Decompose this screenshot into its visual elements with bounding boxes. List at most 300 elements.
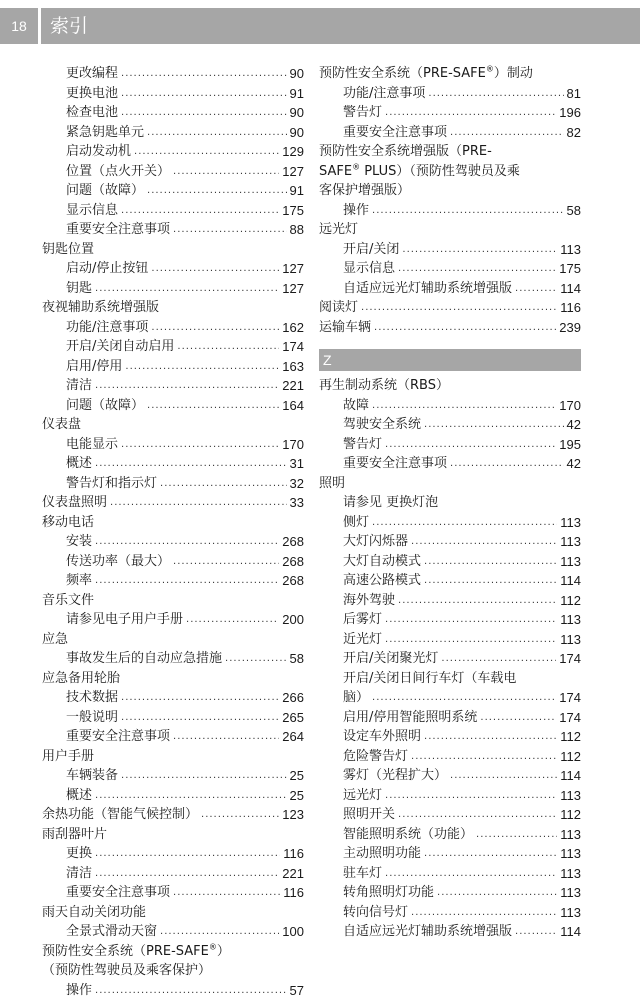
index-entry-label: 启用/停用 xyxy=(66,357,122,377)
index-page-number: 25 xyxy=(290,766,304,786)
dot-leader xyxy=(441,649,556,669)
index-entry-label: 照明开关 xyxy=(343,805,395,825)
index-entry[interactable] xyxy=(319,825,581,845)
dot-leader xyxy=(515,279,557,299)
dot-leader xyxy=(385,786,557,806)
index-entry[interactable] xyxy=(42,766,304,786)
index-entry-label: 运输车辆 xyxy=(319,318,371,338)
index-entry-label: 概述 xyxy=(66,454,92,474)
dot-leader xyxy=(160,474,287,494)
index-column-left xyxy=(42,64,304,1000)
dot-leader xyxy=(121,201,279,221)
dot-leader xyxy=(160,922,279,942)
index-entry-label: 重要安全注意事项 xyxy=(66,220,170,240)
index-entry-label: 海外驾驶 xyxy=(343,591,395,611)
index-page-number: 82 xyxy=(567,123,581,143)
index-page-number: 113 xyxy=(560,844,581,864)
page-title: 索引 xyxy=(50,8,88,44)
dot-leader xyxy=(147,123,287,143)
dot-leader xyxy=(428,84,563,104)
index-entry-label: 转角照明灯功能 xyxy=(343,883,434,903)
index-entry-label: 重要安全注意事项 xyxy=(66,727,170,747)
dot-leader xyxy=(374,318,556,338)
dot-leader xyxy=(173,552,279,572)
index-entry[interactable] xyxy=(319,259,581,279)
dot-leader xyxy=(95,376,279,396)
index-entry-label: 后雾灯 xyxy=(343,610,382,630)
index-entry[interactable] xyxy=(319,786,581,806)
index-heading: 音乐文件 xyxy=(42,591,304,611)
dot-leader xyxy=(177,337,279,357)
dot-leader xyxy=(151,259,279,279)
index-entry-label: 警告灯 xyxy=(343,103,382,123)
index-entry-label: 仪表盘照明 xyxy=(42,493,107,513)
index-page-number: 113 xyxy=(560,240,581,260)
index-subheading: 开启/关闭日间行车灯（车载电 xyxy=(319,669,581,689)
index-entry[interactable] xyxy=(42,922,304,942)
index-entry-label: 车辆装备 xyxy=(66,766,118,786)
index-entry[interactable] xyxy=(319,123,581,143)
index-heading: 预防性安全系统（PRE-SAFE®） xyxy=(42,942,304,962)
index-heading: 预防性安全系统（PRE-SAFE®）制动 xyxy=(319,64,581,84)
index-entry[interactable] xyxy=(319,630,581,650)
index-entry-label: 钥匙 xyxy=(66,279,92,299)
index-page-number: 164 xyxy=(282,396,304,416)
index-page-number: 113 xyxy=(560,864,581,884)
index-page-number: 100 xyxy=(282,922,304,942)
dot-leader xyxy=(424,415,564,435)
dot-leader xyxy=(134,142,279,162)
index-entry[interactable] xyxy=(319,883,581,903)
dot-leader xyxy=(121,84,287,104)
index-entry[interactable] xyxy=(319,454,581,474)
dot-leader xyxy=(173,727,279,747)
index-entry-label: 重要安全注意事项 xyxy=(343,454,447,474)
index-heading: 钥匙位置 xyxy=(42,240,304,260)
index-page-number: 42 xyxy=(567,415,581,435)
index-entry[interactable] xyxy=(42,220,304,240)
index-page-number: 239 xyxy=(559,318,581,338)
dot-leader xyxy=(201,805,279,825)
index-entry[interactable] xyxy=(319,747,581,767)
index-entry-label: 近光灯 xyxy=(343,630,382,650)
index-page-number: 32 xyxy=(290,474,304,494)
index-entry-label: 自适应远光灯辅助系统增强版 xyxy=(343,279,512,299)
index-heading: 应急备用轮胎 xyxy=(42,669,304,689)
index-heading: 雨天自动关闭功能 xyxy=(42,903,304,923)
index-entry-label: 远光灯 xyxy=(343,786,382,806)
index-entry[interactable] xyxy=(319,552,581,572)
index-entry-label: 危险警告灯 xyxy=(343,747,408,767)
index-page-number: 114 xyxy=(560,766,581,786)
index-entry[interactable] xyxy=(42,844,304,864)
index-entry-label: 电能显示 xyxy=(66,435,118,455)
index-entry[interactable] xyxy=(319,805,581,825)
dot-leader xyxy=(95,981,287,1000)
section-letter-bar: Z xyxy=(319,349,581,371)
dot-leader xyxy=(121,688,279,708)
index-page-number: 113 xyxy=(560,825,581,845)
index-entry-label: 开启/关闭自动启用 xyxy=(66,337,174,357)
index-entry[interactable] xyxy=(42,864,304,884)
dot-leader xyxy=(225,649,287,669)
index-entry[interactable] xyxy=(42,571,304,591)
dot-leader xyxy=(110,493,287,513)
index-heading: 应急 xyxy=(42,630,304,650)
index-entry-label: 一般说明 xyxy=(66,708,118,728)
index-entry[interactable] xyxy=(319,649,581,669)
index-page-number: 81 xyxy=(567,84,581,104)
index-entry-label: 功能/注意事项 xyxy=(343,84,425,104)
index-entry[interactable] xyxy=(42,84,304,104)
index-page-number: 114 xyxy=(560,571,581,591)
index-page-number: 88 xyxy=(290,220,304,240)
index-entry-label: 开启/关闭 xyxy=(343,240,399,260)
dot-leader xyxy=(450,454,564,474)
index-page-number: 25 xyxy=(290,786,304,806)
index-entry-label: 阅读灯 xyxy=(319,298,358,318)
dot-leader xyxy=(125,357,279,377)
index-entry-label: 显示信息 xyxy=(66,201,118,221)
index-page-number: 221 xyxy=(282,376,304,396)
index-heading: 移动电话 xyxy=(42,513,304,533)
index-entry[interactable] xyxy=(42,123,304,143)
index-entry[interactable] xyxy=(42,708,304,728)
index-entry[interactable] xyxy=(319,688,581,708)
index-entry[interactable] xyxy=(42,337,304,357)
page-number: 18 xyxy=(0,8,38,44)
dot-leader xyxy=(424,552,557,572)
index-entry[interactable] xyxy=(319,279,581,299)
index-entry-label: 余热功能（智能气候控制） xyxy=(42,805,198,825)
index-heading: 远光灯 xyxy=(319,220,581,240)
index-entry[interactable] xyxy=(319,298,581,318)
index-entry[interactable] xyxy=(42,142,304,162)
index-entry[interactable] xyxy=(319,766,581,786)
index-entry-label: 转向信号灯 xyxy=(343,903,408,923)
index-entry[interactable] xyxy=(42,493,304,513)
index-page-number: 174 xyxy=(282,337,304,357)
index-heading: 仪表盘 xyxy=(42,415,304,435)
dot-leader xyxy=(411,903,557,923)
dot-leader xyxy=(385,630,557,650)
dot-leader xyxy=(121,766,287,786)
dot-leader xyxy=(398,805,557,825)
dot-leader xyxy=(95,786,287,806)
dot-leader xyxy=(151,318,279,338)
index-page-number: 91 xyxy=(290,84,304,104)
index-entry[interactable] xyxy=(319,415,581,435)
index-entry[interactable] xyxy=(42,649,304,669)
dot-leader xyxy=(95,844,280,864)
index-entry-label: 启用/停用智能照明系统 xyxy=(343,708,477,728)
index-entry[interactable] xyxy=(319,571,581,591)
dot-leader xyxy=(121,435,279,455)
index-page-number: 90 xyxy=(290,123,304,143)
index-page-number: 174 xyxy=(559,688,581,708)
index-entry[interactable] xyxy=(42,318,304,338)
index-entry[interactable] xyxy=(319,201,581,221)
index-heading: SAFE® PLUS）（预防性驾驶员及乘 xyxy=(319,162,581,182)
index-page-number: 58 xyxy=(567,201,581,221)
index-page-number: 174 xyxy=(559,649,581,669)
index-page-number: 112 xyxy=(560,747,581,767)
index-entry[interactable] xyxy=(319,84,581,104)
dot-leader xyxy=(95,454,287,474)
index-entry[interactable] xyxy=(319,532,581,552)
index-column-right xyxy=(319,64,581,942)
dot-leader xyxy=(385,435,556,455)
index-entry[interactable] xyxy=(319,903,581,923)
index-entry-label: 启动/停止按钮 xyxy=(66,259,148,279)
dot-leader xyxy=(402,240,557,260)
dot-leader xyxy=(450,766,557,786)
index-entry[interactable] xyxy=(42,162,304,182)
index-entry[interactable] xyxy=(319,513,581,533)
index-entry[interactable] xyxy=(42,64,304,84)
index-entry-label: 显示信息 xyxy=(343,259,395,279)
index-entry[interactable] xyxy=(42,552,304,572)
dot-leader xyxy=(361,298,557,318)
index-entry[interactable] xyxy=(42,727,304,747)
dot-leader xyxy=(372,201,564,221)
index-heading: （预防性驾驶员及乘客保护） xyxy=(42,961,304,981)
index-entry-label: 清洁 xyxy=(66,864,92,884)
index-page-number: 116 xyxy=(283,844,304,864)
dot-leader xyxy=(424,727,557,747)
index-entry[interactable] xyxy=(319,103,581,123)
header-divider xyxy=(38,8,41,44)
index-entry-label: 侧灯 xyxy=(343,513,369,533)
index-entry[interactable] xyxy=(42,610,304,630)
index-page-number: 200 xyxy=(282,610,304,630)
index-page-number: 113 xyxy=(560,903,581,923)
dot-leader xyxy=(173,162,279,182)
index-entry[interactable] xyxy=(42,688,304,708)
index-heading: 预防性安全系统增强版（PRE- xyxy=(319,142,581,162)
index-entry[interactable] xyxy=(319,864,581,884)
index-entry-label: 位置（点火开关） xyxy=(66,162,170,182)
index-page-number: 113 xyxy=(560,630,581,650)
dot-leader xyxy=(95,571,279,591)
index-entry[interactable] xyxy=(319,591,581,611)
dot-leader xyxy=(411,747,557,767)
index-page-number: 170 xyxy=(559,396,581,416)
dot-leader xyxy=(95,532,279,552)
index-entry[interactable] xyxy=(42,532,304,552)
index-page-number: 113 xyxy=(560,786,581,806)
index-entry[interactable] xyxy=(42,981,304,1000)
index-page-number: 114 xyxy=(560,279,581,299)
index-entry[interactable] xyxy=(42,786,304,806)
index-entry-label: 事故发生后的自动应急措施 xyxy=(66,649,222,669)
index-entry-label: 概述 xyxy=(66,786,92,806)
dot-leader xyxy=(450,123,564,143)
index-page-number: 129 xyxy=(282,142,304,162)
index-entry-label: 更换 xyxy=(66,844,92,864)
index-entry[interactable] xyxy=(319,727,581,747)
index-page-number: 114 xyxy=(560,922,581,942)
index-entry-label: 启动发动机 xyxy=(66,142,131,162)
dot-leader xyxy=(385,610,557,630)
index-entry[interactable] xyxy=(319,844,581,864)
index-entry-label: 大灯闪烁器 xyxy=(343,532,408,552)
index-entry-label: 问题（故障） xyxy=(66,181,144,201)
index-entry-label: 脑） xyxy=(343,688,369,708)
dot-leader xyxy=(398,591,557,611)
index-entry-label: 警告灯 xyxy=(343,435,382,455)
index-entry-label: 全景式滑动天窗 xyxy=(66,922,157,942)
index-page-number: 221 xyxy=(282,864,304,884)
index-page-number: 162 xyxy=(282,318,304,338)
index-entry-label: 自适应远光灯辅助系统增强版 xyxy=(343,922,512,942)
index-page-number: 195 xyxy=(559,435,581,455)
index-entry-label: 技术数据 xyxy=(66,688,118,708)
index-entry[interactable] xyxy=(42,357,304,377)
page-header xyxy=(0,8,640,44)
index-page-number: 163 xyxy=(282,357,304,377)
index-page-number: 175 xyxy=(282,201,304,221)
index-page-number: 127 xyxy=(282,162,304,182)
index-entry-label: 紧急钥匙单元 xyxy=(66,123,144,143)
index-page-number: 57 xyxy=(290,981,304,1000)
index-page-number: 265 xyxy=(282,708,304,728)
index-entry-label: 高速公路模式 xyxy=(343,571,421,591)
index-page-number: 90 xyxy=(290,64,304,84)
dot-leader xyxy=(385,103,556,123)
index-heading: 夜视辅助系统增强版 xyxy=(42,298,304,318)
index-page-number: 170 xyxy=(282,435,304,455)
dot-leader xyxy=(515,922,557,942)
index-page-number: 113 xyxy=(560,610,581,630)
index-page-number: 127 xyxy=(282,279,304,299)
index-entry[interactable] xyxy=(319,240,581,260)
index-entry[interactable] xyxy=(319,922,581,942)
index-entry[interactable] xyxy=(319,435,581,455)
index-entry-label: 主动照明功能 xyxy=(343,844,421,864)
index-entry-label: 操作 xyxy=(66,981,92,1000)
index-entry[interactable] xyxy=(319,396,581,416)
index-entry[interactable] xyxy=(42,396,304,416)
index-page-number: 113 xyxy=(560,552,581,572)
index-entry[interactable] xyxy=(42,376,304,396)
index-entry[interactable] xyxy=(42,435,304,455)
index-entry-label: 操作 xyxy=(343,201,369,221)
dot-leader xyxy=(147,181,287,201)
index-entry-label: 检查电池 xyxy=(66,103,118,123)
dot-leader xyxy=(411,532,557,552)
index-entry[interactable] xyxy=(42,805,304,825)
index-entry-label: 大灯自动模式 xyxy=(343,552,421,572)
index-entry[interactable] xyxy=(42,883,304,903)
index-heading: 用户手册 xyxy=(42,747,304,767)
dot-leader xyxy=(480,708,556,728)
index-heading: 再生制动系统（RBS） xyxy=(319,376,581,396)
index-page-number: 116 xyxy=(283,883,304,903)
index-subheading: 请参见 更换灯泡 xyxy=(319,493,581,513)
index-page-number: 268 xyxy=(282,571,304,591)
dot-leader xyxy=(95,864,279,884)
index-entry-label: 传送功率（最大） xyxy=(66,552,170,572)
dot-leader xyxy=(372,513,557,533)
index-entry-label: 请参见电子用户手册 xyxy=(66,610,183,630)
index-entry-label: 清洁 xyxy=(66,376,92,396)
index-page-number: 42 xyxy=(567,454,581,474)
index-entry[interactable] xyxy=(42,474,304,494)
index-heading: 照明 xyxy=(319,474,581,494)
index-heading: 客保护增强版） xyxy=(319,181,581,201)
index-entry[interactable] xyxy=(42,279,304,299)
index-page-number: 123 xyxy=(282,805,304,825)
index-entry[interactable] xyxy=(42,181,304,201)
index-page-number: 174 xyxy=(559,708,581,728)
index-page-number: 196 xyxy=(559,103,581,123)
index-entry-label: 故障 xyxy=(343,396,369,416)
index-page-number: 90 xyxy=(290,103,304,123)
index-entry-label: 设定车外照明 xyxy=(343,727,421,747)
dot-leader xyxy=(121,103,287,123)
dot-leader xyxy=(173,220,287,240)
index-entry-label: 驾驶安全系统 xyxy=(343,415,421,435)
index-entry[interactable] xyxy=(42,201,304,221)
index-entry-label: 警告灯和指示灯 xyxy=(66,474,157,494)
index-entry[interactable] xyxy=(319,318,581,338)
index-entry[interactable] xyxy=(42,454,304,474)
index-page-number: 112 xyxy=(560,727,581,747)
index-heading: 雨刮器叶片 xyxy=(42,825,304,845)
index-page-number: 175 xyxy=(559,259,581,279)
index-entry[interactable] xyxy=(319,708,581,728)
dot-leader xyxy=(186,610,279,630)
index-entry-label: 频率 xyxy=(66,571,92,591)
index-entry-label: 开启/关闭聚光灯 xyxy=(343,649,438,669)
index-entry-label: 智能照明系统（功能） xyxy=(343,825,473,845)
index-page-number: 113 xyxy=(560,883,581,903)
index-page-number: 268 xyxy=(282,552,304,572)
index-entry[interactable] xyxy=(42,259,304,279)
index-page-number: 112 xyxy=(560,591,581,611)
index-entry-label: 重要安全注意事项 xyxy=(343,123,447,143)
dot-leader xyxy=(173,883,280,903)
index-page-number: 116 xyxy=(560,298,581,318)
index-page-number: 266 xyxy=(282,688,304,708)
index-page-number: 264 xyxy=(282,727,304,747)
index-entry-label: 雾灯（光程扩大） xyxy=(343,766,447,786)
index-page-number: 58 xyxy=(290,649,304,669)
index-entry-label: 安装 xyxy=(66,532,92,552)
index-entry-label: 问题（故障） xyxy=(66,396,144,416)
index-page-number: 113 xyxy=(560,532,581,552)
dot-leader xyxy=(372,396,556,416)
index-entry[interactable] xyxy=(42,103,304,123)
index-entry[interactable] xyxy=(319,610,581,630)
dot-leader xyxy=(437,883,557,903)
dot-leader xyxy=(476,825,557,845)
dot-leader xyxy=(121,708,279,728)
index-entry-label: 功能/注意事项 xyxy=(66,318,148,338)
index-entry-label: 更换电池 xyxy=(66,84,118,104)
index-entry-label: 更改编程 xyxy=(66,64,118,84)
index-page-number: 91 xyxy=(290,181,304,201)
index-page-number: 268 xyxy=(282,532,304,552)
index-page-number: 127 xyxy=(282,259,304,279)
index-entry-label: 驻车灯 xyxy=(343,864,382,884)
index-page-number: 33 xyxy=(290,493,304,513)
index-page-number: 113 xyxy=(560,513,581,533)
index-page-number: 112 xyxy=(560,805,581,825)
dot-leader xyxy=(385,864,557,884)
dot-leader xyxy=(147,396,279,416)
